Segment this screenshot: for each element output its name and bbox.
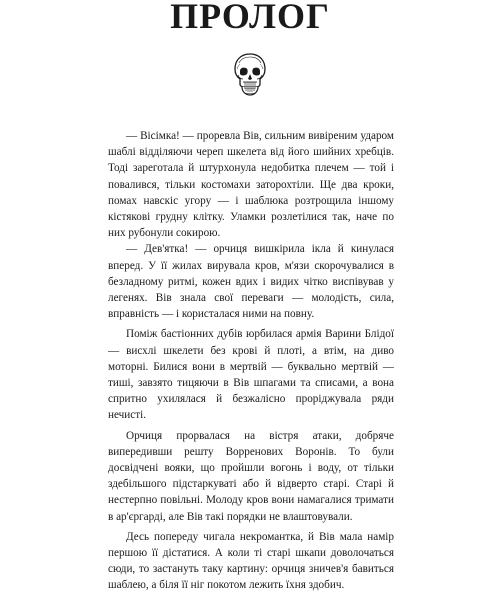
chapter-title: ПРОЛОГ	[170, 0, 330, 36]
paragraph: — Дев'ятка! — орчиця вишкірила ікла й кинулася вперед. У її жилах вирувала кров, м'язи скорочувалися в безладному ритмі, кожен вдих і видих чітко виспівував у легенях. Вів знала свої переваги — молодість, сила, вправність — і користалася ними на повну.	[108, 243, 394, 321]
paragraph: Поміж бастіонних дубів юрбилася армія Варини Блідої — висхлі шкелети без крові й плоті, а втім, на диво моторні. Билися вони в мертвій — буквально мертвій — тиші, завзято тицяючи в Вів шпагами та списами, а вона спритно ухилялася й безжалісно проріджувала ряди нечисті.	[108, 328, 394, 422]
paragraph: Орчиця прорвалася на вістря атаки, добряче випередивши решту Ворренових Воронів. То були досвідчені вояки, що пройшли вогонь і воду, от тільки здебільшого підстаркуваті або й відверто старі. Старі й нестерпно повільні. Молоду кров вони намагалися тримати в ар'єргарді, але Вів такі порядки не влаштовували.	[108, 429, 394, 523]
paragraph: — Вісімка! — проревла Вів, сильним вивіреним ударом шаблі відділяючи череп шкелета від його шийних хребців. Тоді зареготала й штурхонула недобитка плечем — той і повалився, тільки костомахи заторохтіли. Ще два кроки, помах навскіс угору — і шаблюка розтрощила іншому кістякові грудну клітку. Уламки розлетілися так, наче по них рубонули сокирою.	[108, 130, 394, 240]
prologue-text	[108, 128, 394, 594]
paragraph: Десь попереду чигала некромантка, й Вів мала намір першою її дістатися. А коли ті старі шкапи доволочаться сюди, то застануть таку картину: орчиця зничев'я бавиться шаблею, а біля її ніг покотом лежить їхня здобич.	[108, 530, 394, 592]
skull-icon	[233, 53, 267, 97]
